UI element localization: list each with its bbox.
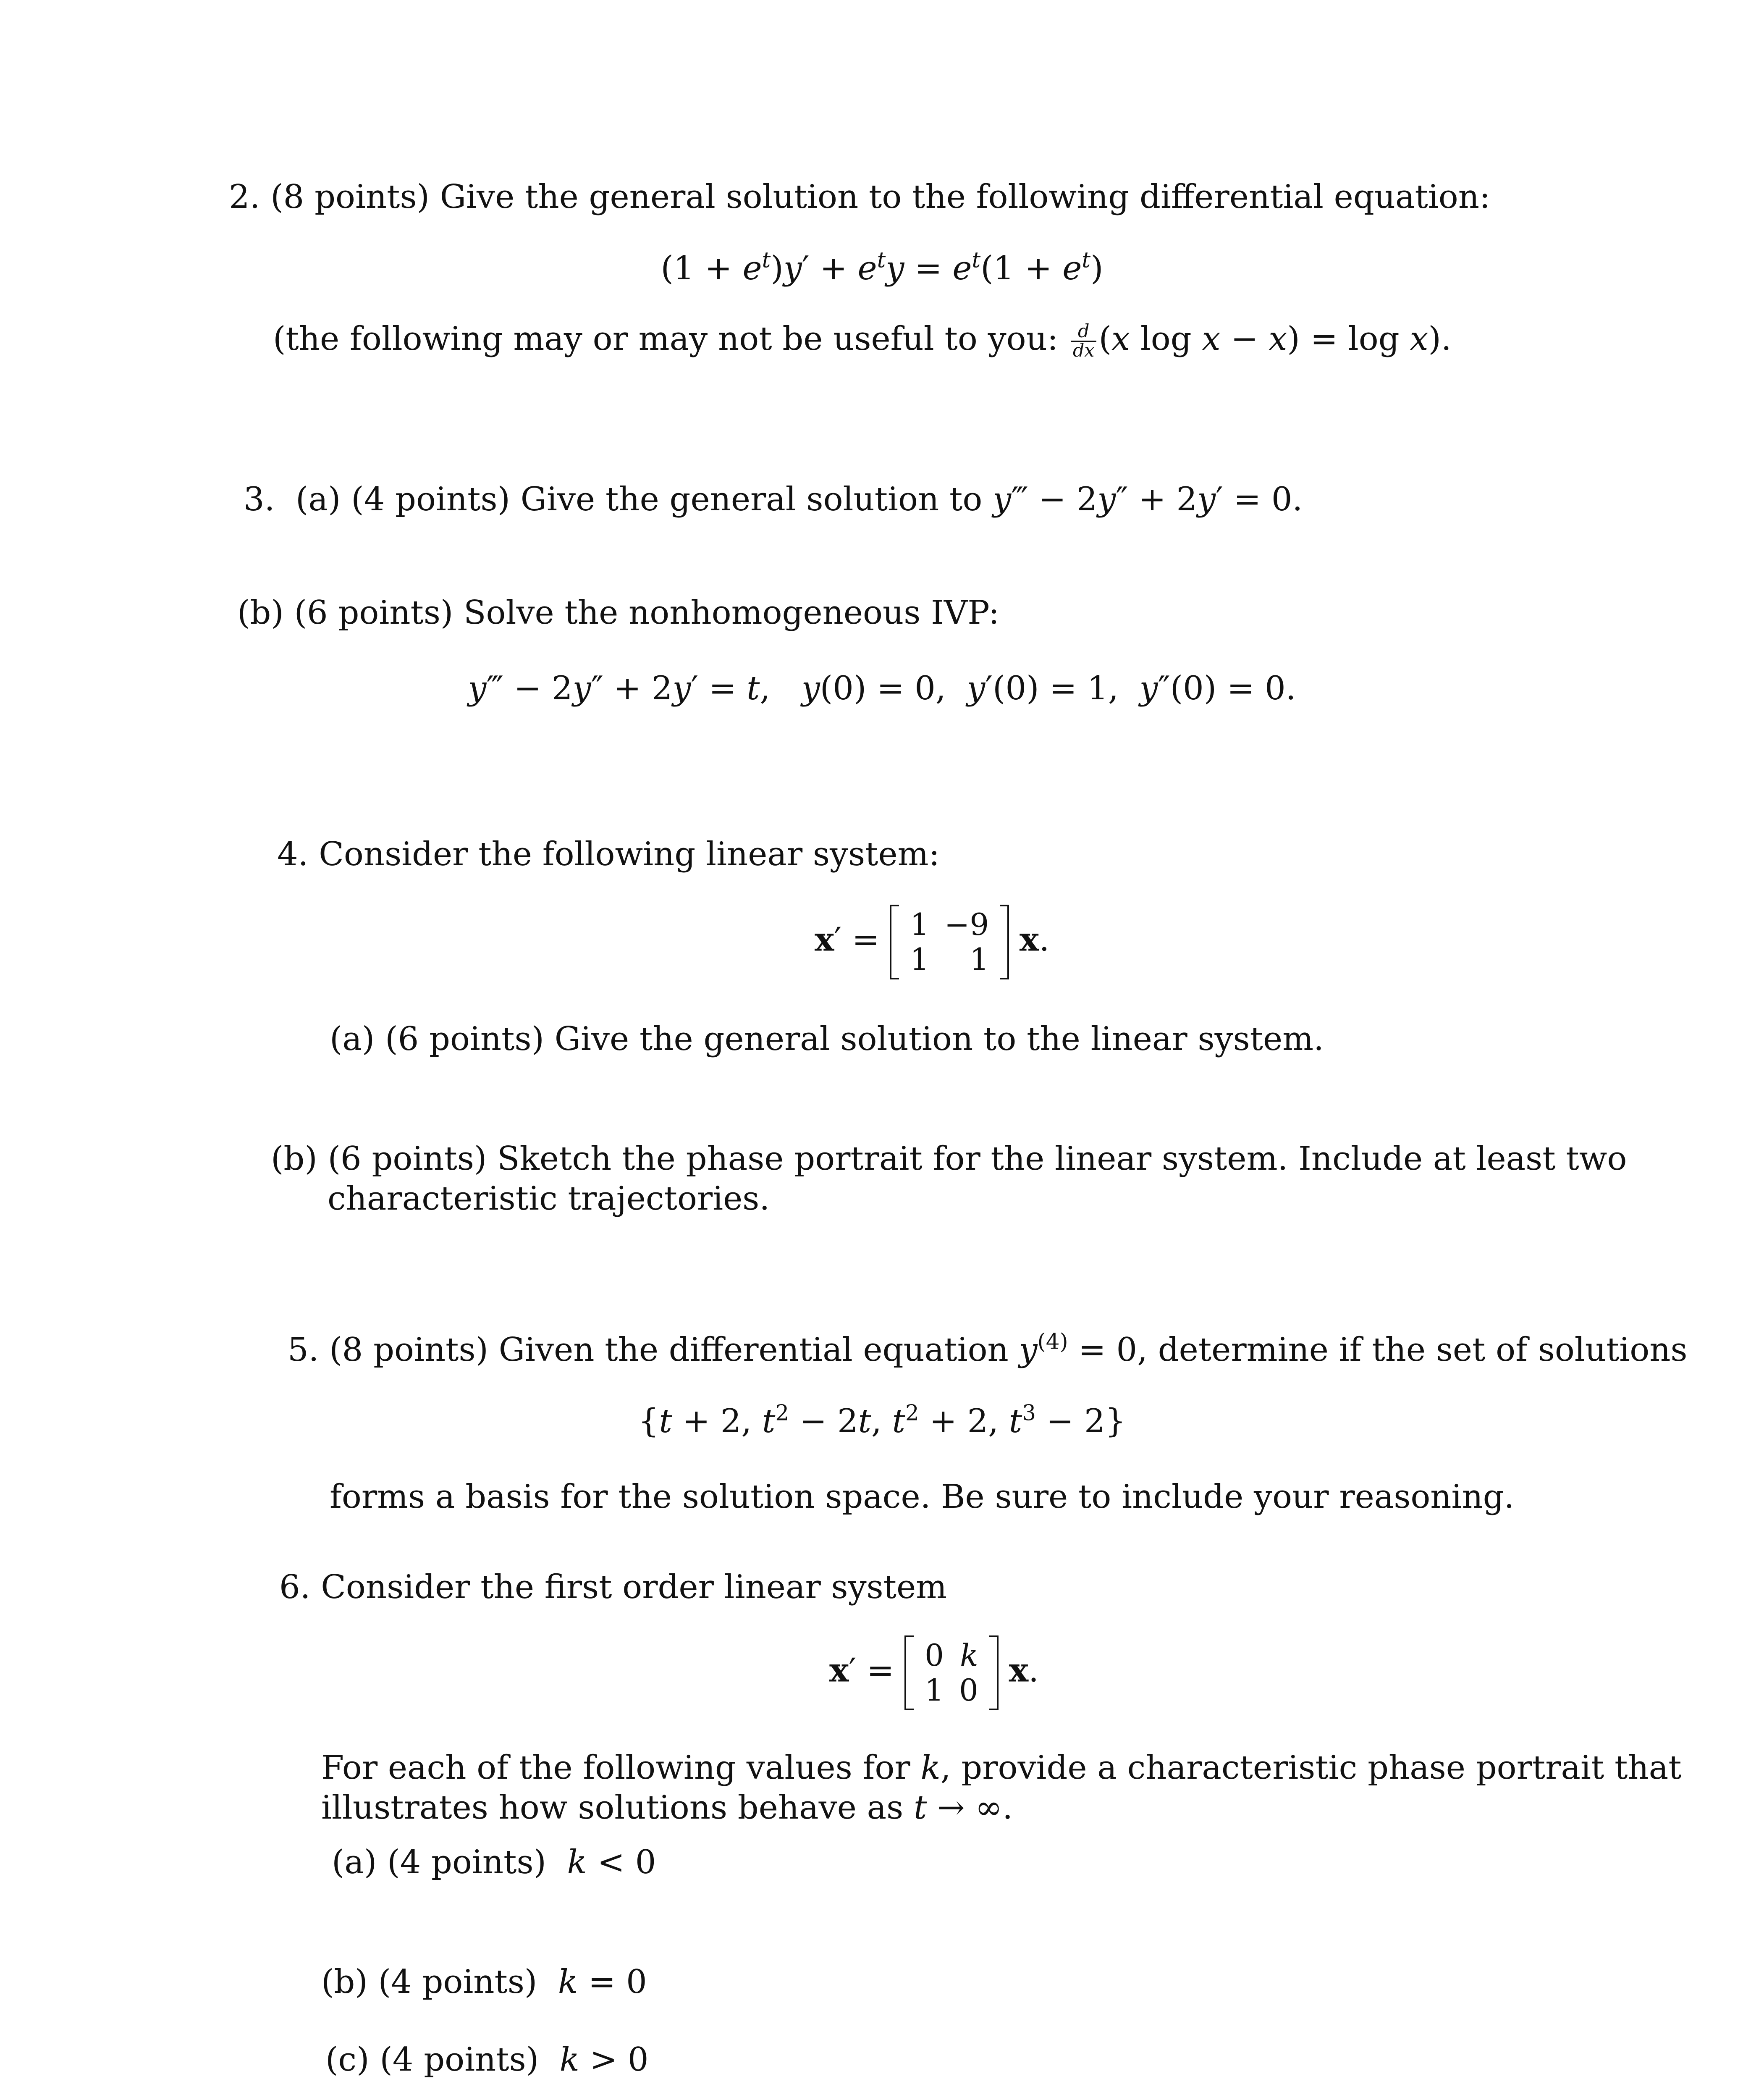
q6-instructions-2: illustrates how solutions behave as t → ∞. [321, 1789, 1013, 1827]
q6b-label: (b) [321, 1963, 368, 2001]
q3b-label: (b) [237, 594, 284, 632]
q4b-points: (6 points) [328, 1140, 487, 1178]
q6-instr-3: illustrates how solutions behave as [321, 1789, 904, 1827]
q6-prompt: Consider the first order linear system [321, 1568, 947, 1606]
q2-hint-derivative: $\frac{d}{dx}$ [1071, 323, 1096, 360]
q3-number: 3. [244, 480, 275, 518]
q6b-points: (4 points) [378, 1963, 537, 2001]
q4a-label: (a) [330, 1020, 375, 1058]
q4b-line [271, 1140, 1627, 1178]
q5-prompt-b: = 0, determine if the set of solutions [1078, 1331, 1688, 1369]
q4-line [277, 835, 940, 873]
q6-instructions: For each of the following values for k, provide a characteristic phase portrait that [321, 1749, 1682, 1787]
q3a-line: 3. (a) (4 points) Give the general solution to y‴ − 2y″ + 2y′ = 0. [244, 480, 1303, 518]
q4b-line-2: characteristic trajectories. [328, 1180, 770, 1218]
q4-prompt: Consider the following linear system: [319, 835, 940, 873]
q3a-prompt: Give the general solution to [520, 480, 983, 518]
q2-prompt: Give the general solution to the following differential equation: [440, 178, 1491, 216]
q5-number: 5. [288, 1331, 319, 1369]
q4a-prompt: Give the general solution to the linear system. [554, 1020, 1324, 1058]
q5-conclusion: forms a basis for the solution space. Be sure to include your reasoning. [330, 1478, 1515, 1516]
q2-line [229, 178, 1491, 216]
q4b-label: (b) [271, 1140, 317, 1178]
q6-matrix-cell: 0 [959, 1672, 978, 1708]
q6b-line: (b) (4 points) k = 0 [321, 1963, 647, 2001]
q3a-label: (a) [296, 480, 341, 518]
q3a-points: (4 points) [351, 480, 510, 518]
q6a-points: (4 points) [387, 1843, 546, 1881]
q5-set: {t + 2, $t^2 - 2t$, $t^2 + 2$, $t^3 - 2$} [638, 1400, 1126, 1440]
q6-line [279, 1568, 947, 1606]
q2-number: 2. [229, 178, 260, 216]
q6-instr-2: , provide a characteristic phase portrait that [940, 1749, 1682, 1787]
q4a-line [330, 1020, 1324, 1058]
q6a-label: (a) [332, 1843, 377, 1881]
q3b-ivp: y‴ − 2y″ + 2y′ = t, y(0) = 0, y′(0) = 1, y″(0) = 0. [468, 669, 1296, 707]
q6c-points: (4 points) [380, 2041, 539, 2079]
q6-matrix-cell: 0 [925, 1638, 944, 1673]
q3b-points: (6 points) [294, 594, 453, 632]
q2-hint: (the following may or may not be useful to you: $\frac{d}{dx}$ (x log x − x) = log x). [273, 320, 1452, 361]
q6-matrix-cell: k [960, 1638, 978, 1673]
q5-points: (8 points) [329, 1331, 488, 1369]
q6-system: x′ = 0 k 1 0 x. [829, 1638, 1039, 1708]
q4-system: x′ = 1 −9 1 1 x. [815, 907, 1050, 977]
q2-points: (8 points) [270, 178, 430, 216]
q6-matrix [904, 1638, 999, 1708]
q4-number: 4. [277, 835, 309, 873]
q2-hint-text: (the following may or may not be useful to you: [273, 320, 1059, 358]
q5-prompt-a: Given the differential equation [498, 1331, 1009, 1369]
q6c-line: (c) (4 points) k > 0 [325, 2041, 649, 2079]
q4-matrix [890, 907, 1009, 977]
q5-line: 5. (8 points) Given the differential equation $y^{(4)} = 0$, determine if the set of solutions [288, 1329, 1688, 1369]
q2-equation: $(1 + e^t)y' + e^ty = e^t(1 + e^t)$ [661, 247, 1103, 287]
q4-matrix-cell: 1 [970, 941, 989, 977]
q6a-line: (a) (4 points) k < 0 [332, 1843, 656, 1881]
q6-matrix-cell: 1 [925, 1672, 944, 1708]
q6-number: 6. [279, 1568, 311, 1606]
q3b-line [237, 594, 1000, 632]
q4a-points: (6 points) [385, 1020, 544, 1058]
q4-matrix-cell: 1 [910, 941, 929, 977]
q4b-prompt: Sketch the phase portrait for the linear system. Include at least two [497, 1140, 1627, 1178]
q6c-label: (c) [325, 2041, 370, 2079]
q4-matrix-cell: 1 [910, 907, 929, 942]
q6-instr-1: For each of the following values for [321, 1749, 910, 1787]
q3b-prompt: Solve the nonhomogeneous IVP: [464, 594, 1000, 632]
q4-matrix-cell: −9 [944, 907, 989, 942]
